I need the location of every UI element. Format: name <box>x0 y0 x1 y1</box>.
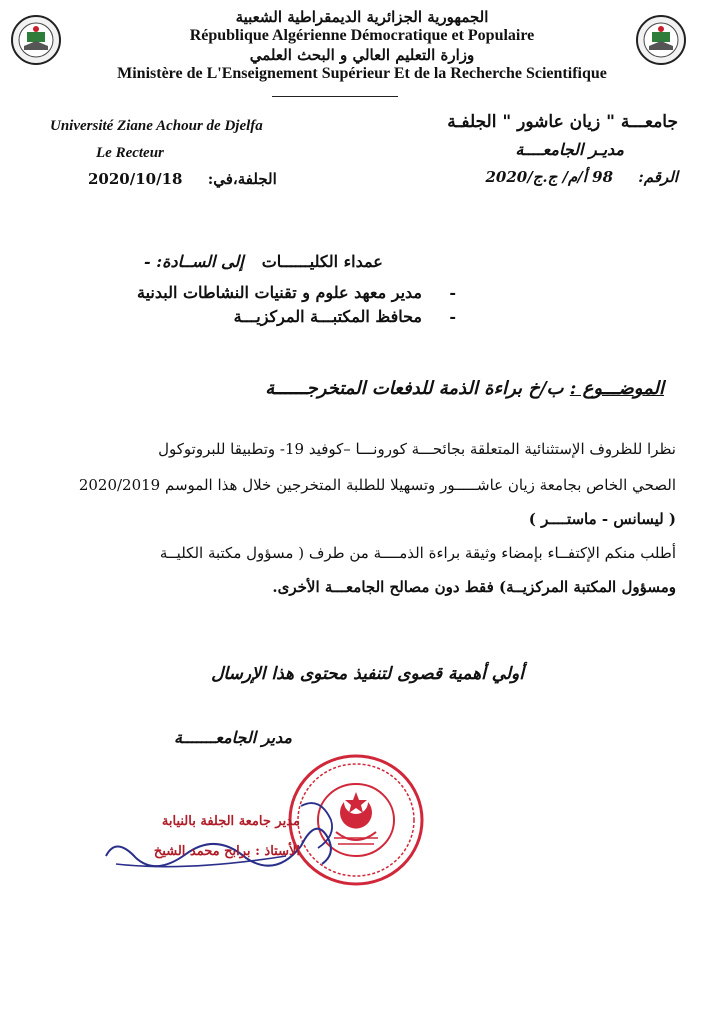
recipient-item: عمداء الكليــــــات <box>261 252 383 271</box>
body-paragraph-1-line-3: ( ليسانس - ماستــــر ) <box>528 510 676 528</box>
reference-label: الرقم: <box>638 168 678 186</box>
director-label-ar: مديـر الجامعــــة <box>515 140 624 159</box>
body-paragraph-1-line-2: الصحي الخاص بجامعة زيان عاشـــــور وتسهيلا للطلبة المتخرجين خلال هذا الموسم 2020/2019 <box>78 476 676 494</box>
body-paragraph-1-line-1: نظرا للظروف الإستثنائية المتعلقة بجائحـــة كورونـــا –كوفيد 19- وتطبيقا للبروتوكول <box>158 440 676 458</box>
header-country-fr: République Algérienne Démocratique et Populaire <box>189 27 535 44</box>
subject-label: الموضـــوع : <box>569 378 664 399</box>
header-divider <box>272 96 398 97</box>
date-value: 2020/10/18 <box>88 170 183 188</box>
header-ministry-fr: Ministère de L'Enseignement Supérieur Et de la Recherche Scientifique <box>117 65 607 82</box>
recipients-block <box>144 252 564 271</box>
recipient-dash: - <box>449 283 456 302</box>
body-paragraph-2-line-2: ومسؤول المكتبة المركزيــة) فقط دون مصالح الجامعـــة الأخرى. <box>272 578 676 596</box>
signature-name: الأستاذ : برابح محمد الشيخ <box>153 844 300 859</box>
rector-label-fr: Le Recteur <box>96 145 164 161</box>
signature-title: مدير جامعة الجلفة بالنيابة <box>161 814 300 829</box>
reference-value: 98 أ/م/ ج.ج/2020 <box>485 168 614 186</box>
recipient-dash: - <box>449 307 456 326</box>
handwritten-signature <box>96 786 356 886</box>
header-ministry-ar: وزارة التعليم العالي و البحث العلمي <box>249 46 475 64</box>
recipient-item: محافظ المكتبـــة المركزيـــة <box>233 307 422 326</box>
signatory-title: مدير الجامعـــــــة <box>173 728 292 747</box>
priority-note: أولي أهمية قصوى لتنفيذ محتوى هذا الإرسال <box>211 664 524 684</box>
recipient-item: مدير معهد علوم و تقنيات النشاطات البدنية <box>137 283 422 302</box>
university-name-fr: Université Ziane Achour de Djelfa <box>50 118 263 134</box>
date-label: الجلفة،في: <box>207 170 277 188</box>
body-paragraph-2-line-1: أطلب منكم الإكتفــاء بإمضاء وثيقة براءة الذمــــة من طرف ( مسؤول مكتبة الكليــة <box>159 544 676 562</box>
reference-line <box>486 168 679 186</box>
recipients-to-label: إلى الســادة: - <box>144 252 244 271</box>
header-country-ar: الجمهورية الجزائرية الديمقراطية الشعبية <box>235 8 489 26</box>
subject-line <box>265 378 664 399</box>
subject-text: ب/خ براءة الذمة للدفعات المتخرجــــــة <box>265 378 564 399</box>
university-name-ar: جامعـــة " زيان عاشور " الجلفـة <box>447 112 678 132</box>
date-line <box>88 170 277 188</box>
